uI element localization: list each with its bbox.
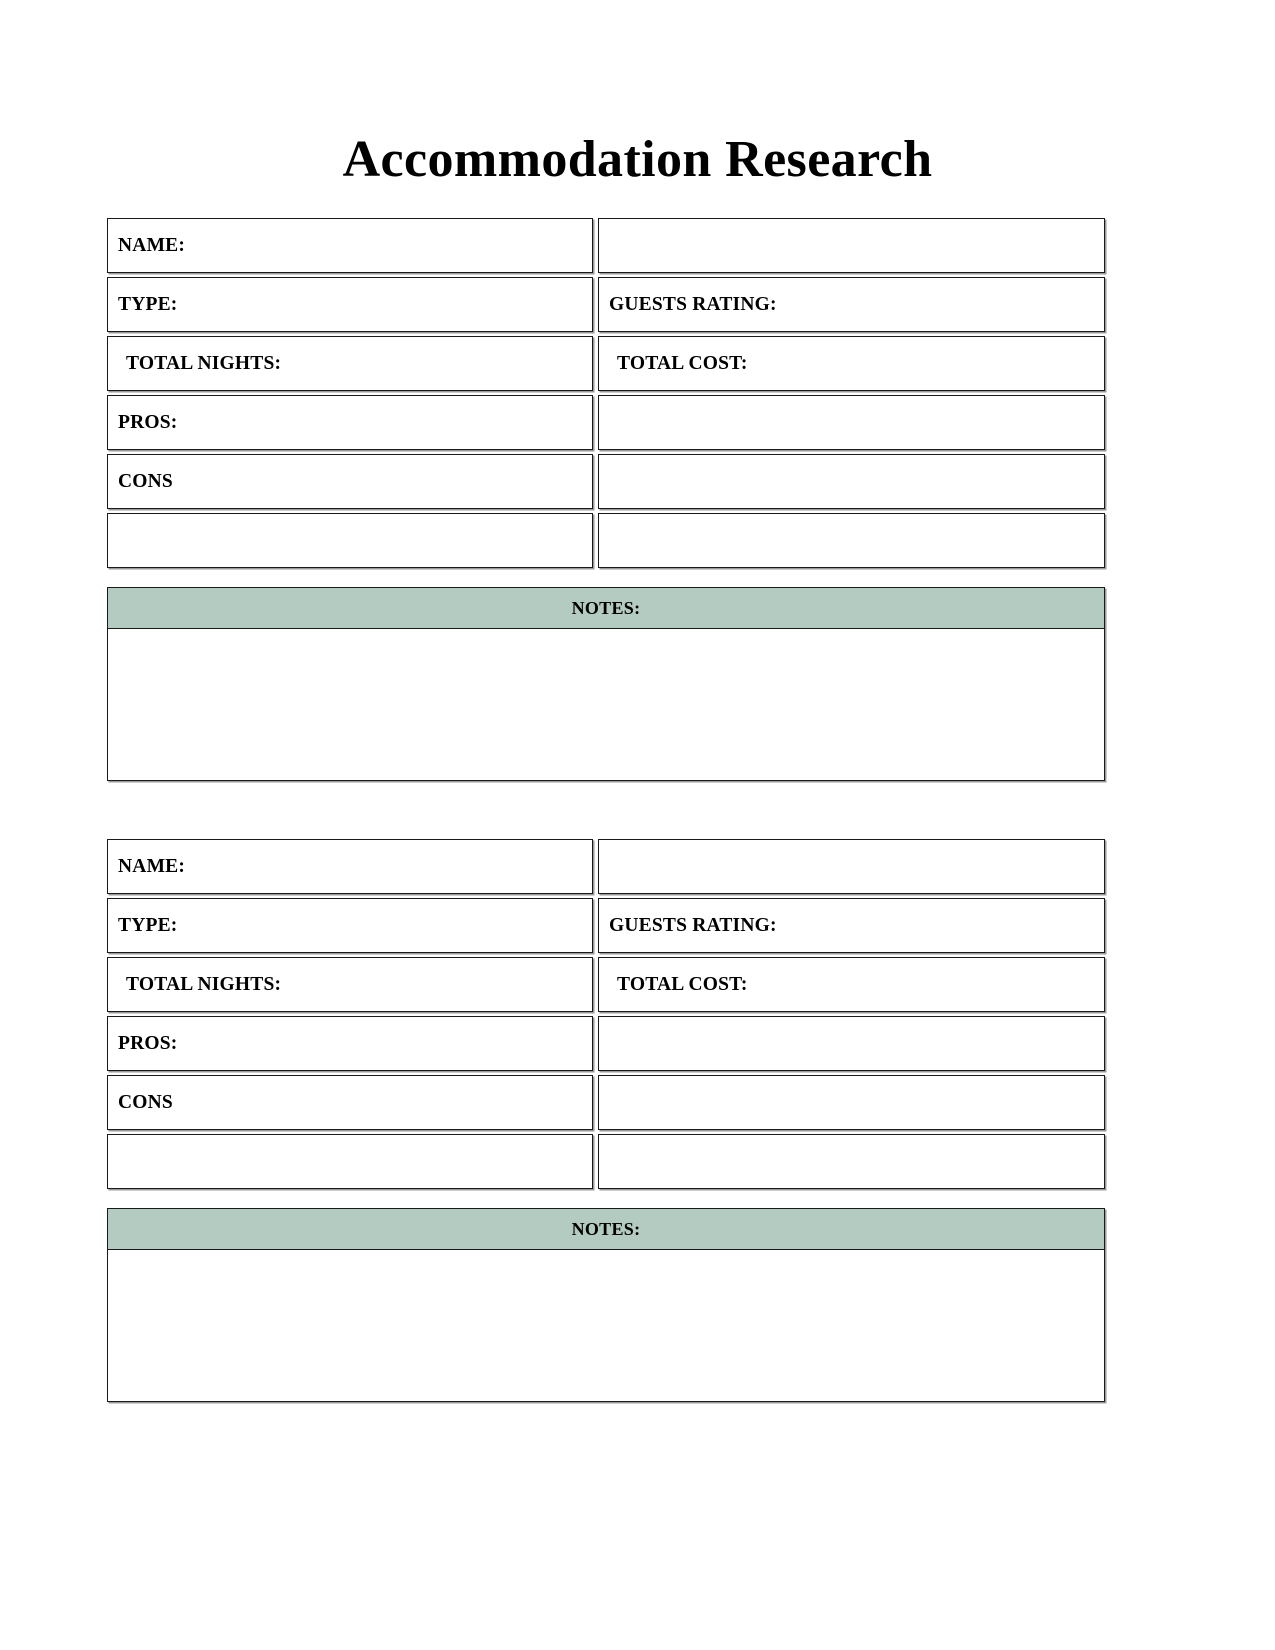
field-label: CONS (118, 1091, 173, 1113)
accommodation-entry-1 (107, 218, 1105, 781)
page-title: Accommodation Research (342, 130, 933, 188)
field-cell-pros[interactable] (107, 395, 593, 450)
field-cell-total-cost[interactable] (598, 957, 1105, 1012)
notes-header (107, 1208, 1105, 1250)
field-row (107, 336, 1105, 391)
field-row (107, 898, 1105, 953)
field-label: TOTAL NIGHTS: (126, 973, 282, 995)
field-label: TYPE: (118, 293, 178, 315)
field-label: NAME: (118, 234, 186, 256)
field-row (107, 957, 1105, 1012)
field-row (107, 1016, 1105, 1071)
field-cell-cons[interactable] (107, 454, 593, 509)
field-cell-name[interactable] (107, 839, 593, 894)
field-cell-blank-right[interactable] (598, 218, 1105, 273)
field-label: GUESTS RATING: (609, 293, 777, 315)
field-row (107, 1075, 1105, 1130)
field-row (107, 277, 1105, 332)
field-label: TOTAL COST: (617, 352, 748, 374)
field-label: NAME: (118, 855, 186, 877)
field-cell-blank-right[interactable] (598, 1075, 1105, 1130)
notes-input-area[interactable] (107, 629, 1105, 781)
field-label: PROS: (118, 1032, 178, 1054)
field-cell-blank-left[interactable] (107, 1134, 593, 1189)
field-row (107, 513, 1105, 568)
field-cell-total-nights[interactable] (107, 957, 593, 1012)
field-label: TOTAL NIGHTS: (126, 352, 282, 374)
field-cell-blank-right[interactable] (598, 1134, 1105, 1189)
field-row (107, 839, 1105, 894)
field-cell-blank-right[interactable] (598, 395, 1105, 450)
notes-block (107, 587, 1105, 781)
field-cell-type[interactable] (107, 898, 593, 953)
field-row (107, 395, 1105, 450)
notes-input-area[interactable] (107, 1250, 1105, 1402)
field-cell-total-nights[interactable] (107, 336, 593, 391)
notes-header-label: NOTES: (571, 1218, 641, 1239)
notes-header (107, 587, 1105, 629)
field-cell-cons[interactable] (107, 1075, 593, 1130)
field-label: TOTAL COST: (617, 973, 748, 995)
field-row (107, 454, 1105, 509)
field-cell-blank-left[interactable] (107, 513, 593, 568)
field-cell-pros[interactable] (107, 1016, 593, 1071)
field-cell-guests-rating[interactable] (598, 898, 1105, 953)
field-label: CONS (118, 470, 173, 492)
accommodation-entry-2 (107, 839, 1105, 1402)
field-label: TYPE: (118, 914, 178, 936)
field-row (107, 1134, 1105, 1189)
field-label: PROS: (118, 411, 178, 433)
field-cell-type[interactable] (107, 277, 593, 332)
field-cell-blank-right[interactable] (598, 839, 1105, 894)
field-row (107, 218, 1105, 273)
field-cell-guests-rating[interactable] (598, 277, 1105, 332)
notes-block (107, 1208, 1105, 1402)
field-cell-total-cost[interactable] (598, 336, 1105, 391)
field-cell-blank-right[interactable] (598, 454, 1105, 509)
field-cell-blank-right[interactable] (598, 1016, 1105, 1071)
field-cell-name[interactable] (107, 218, 593, 273)
field-label: GUESTS RATING: (609, 914, 777, 936)
notes-header-label: NOTES: (571, 597, 641, 618)
field-cell-blank-right[interactable] (598, 513, 1105, 568)
